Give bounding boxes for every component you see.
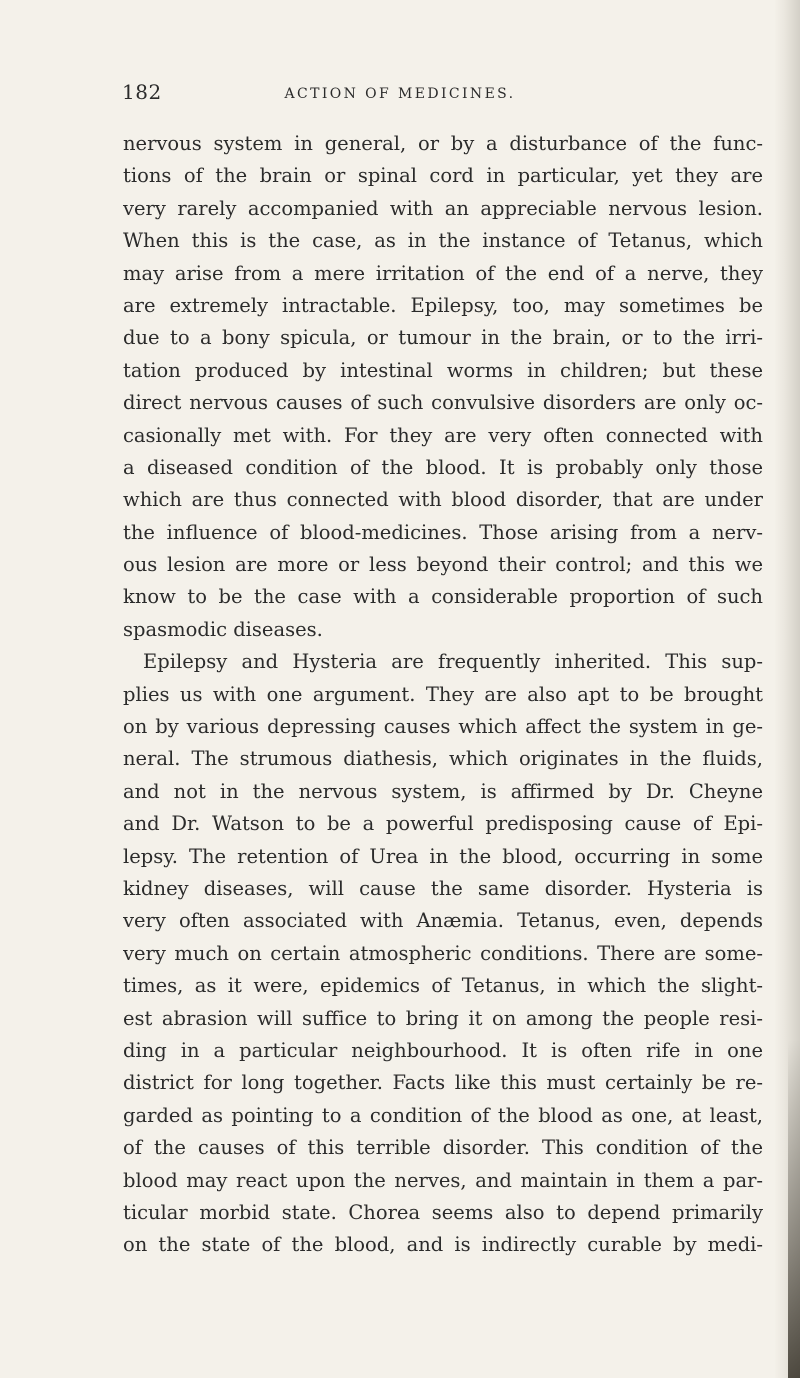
text-line: spasmodic diseases. xyxy=(123,617,323,641)
text-line: ous lesion are more or less beyond their control; and this we xyxy=(123,553,763,577)
text-line: times, as it were, epidemics of Tetanus, in which the slight- xyxy=(123,974,763,998)
text-line: due to a bony spicula, or tumour in the brain, or to the irri- xyxy=(123,326,763,350)
text-line: ding in a particular neighbourhood. It is often rife in one xyxy=(123,1038,763,1062)
text-line: very rarely accompanied with an appreciable nervous lesion. xyxy=(123,196,763,220)
text-line: direct nervous causes of such convulsive disorders are only oc- xyxy=(123,391,763,415)
text-line: kidney diseases, will cause the same disorder. Hysteria is xyxy=(123,876,763,900)
text-line: on by various depressing causes which affect the system in ge- xyxy=(123,715,763,739)
text-line: lepsy. The retention of Urea in the blood, occurring in some xyxy=(123,844,763,868)
text-line: est abrasion will suffice to bring it on among the people resi- xyxy=(123,1006,763,1030)
text-line: the influence of blood-medicines. Those arising from a nerv- xyxy=(123,520,763,544)
text-line: know to be the case with a considerable proportion of such xyxy=(123,585,763,609)
text-line: and not in the nervous system, is affirmed by Dr. Cheyne xyxy=(123,779,763,803)
text-line: ticular morbid state. Chorea seems also to depend primarily xyxy=(123,1200,763,1224)
text-line: very much on certain atmospheric conditions. There are some- xyxy=(123,941,763,965)
text-line: a diseased condition of the blood. It is probably only those xyxy=(123,455,763,479)
text-line: of the causes of this terrible disorder. This condition of the xyxy=(123,1136,763,1160)
running-head: ACTION OF MEDICINES. xyxy=(284,86,516,102)
page-header xyxy=(0,80,800,110)
text-line: garded as pointing to a condition of the blood as one, at least, xyxy=(123,1103,763,1127)
text-line: may arise from a mere irritation of the end of a nerve, they xyxy=(123,261,763,285)
text-line: very often associated with Anæmia. Tetanus, even, depends xyxy=(123,909,763,933)
text-line: and Dr. Watson to be a powerful predisposing cause of Epi- xyxy=(123,812,763,836)
page-number: 182 xyxy=(122,80,162,104)
text-line: district for long together. Facts like this must certainly be re- xyxy=(123,1071,763,1095)
paragraph-1 xyxy=(123,128,763,646)
text-line: Epilepsy and Hysteria are frequently inherited. This sup- xyxy=(143,650,763,674)
paragraph-2 xyxy=(123,646,763,1261)
text-line: which are thus connected with blood disorder, that are under xyxy=(123,488,763,512)
body-text xyxy=(123,128,763,1262)
text-line: on the state of the blood, and is indirectly curable by medi- xyxy=(123,1233,763,1257)
text-line: are extremely intractable. Epilepsy, too, may sometimes be xyxy=(123,293,763,317)
text-line: tions of the brain or spinal cord in particular, yet they are xyxy=(123,164,763,188)
text-line: plies us with one argument. They are also apt to be brought xyxy=(123,682,763,706)
page-edge-dark-shadow xyxy=(788,1040,800,1378)
text-line: casionally met with. For they are very often connected with xyxy=(123,423,763,447)
text-line: neral. The strumous diathesis, which originates in the fluids, xyxy=(123,747,763,771)
text-line: nervous system in general, or by a disturbance of the func- xyxy=(123,132,763,155)
text-line: tation produced by intestinal worms in children; but these xyxy=(123,358,763,382)
text-line: When this is the case, as in the instance of Tetanus, which xyxy=(123,229,763,253)
text-line: blood may react upon the nerves, and maintain in them a par- xyxy=(123,1168,763,1192)
